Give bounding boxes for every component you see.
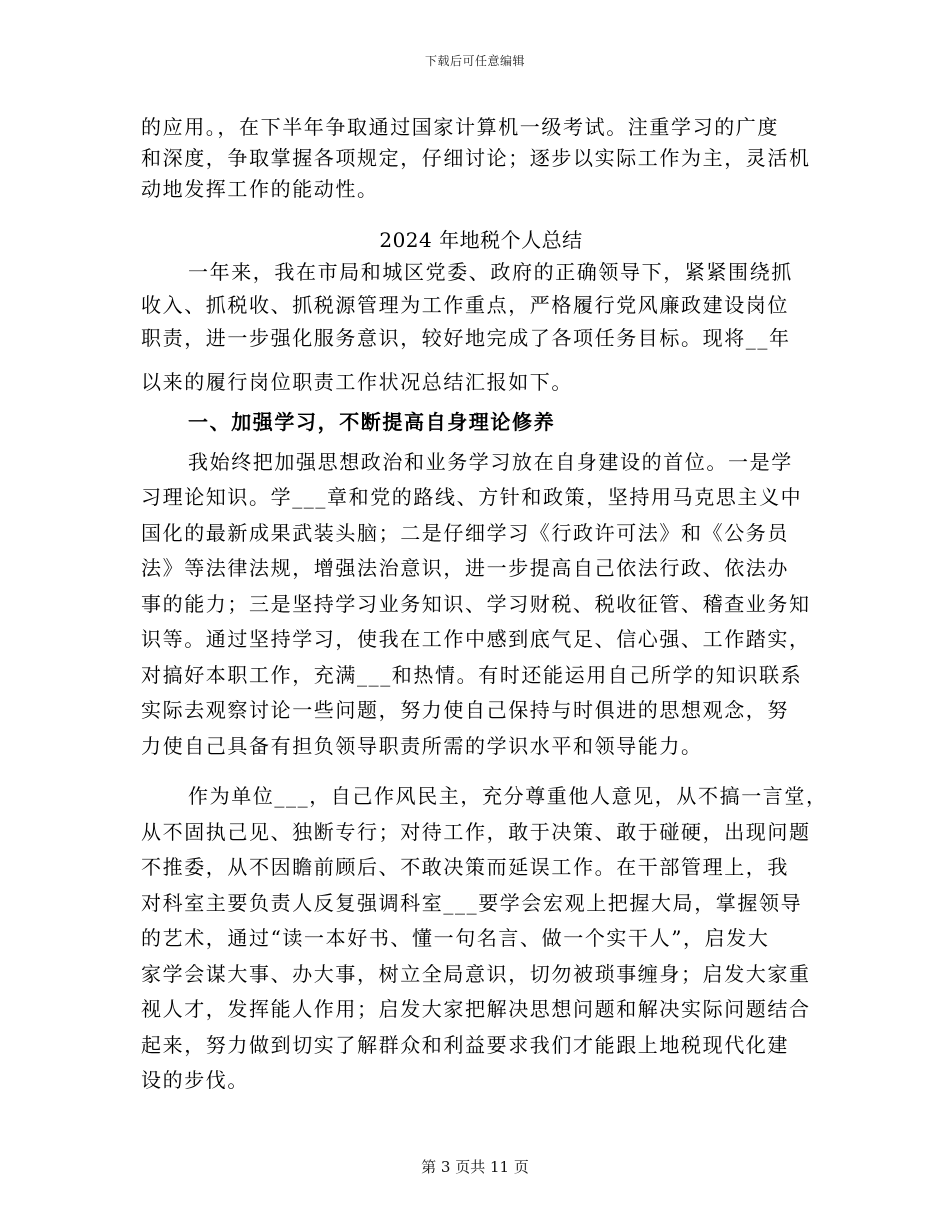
text-line: 以来的履行岗位职责工作状况总结汇报如下。 [141, 370, 573, 394]
text-line: 识等。通过坚持学习，使我在工作中感到底气足、信心强、工作踏实， [141, 627, 811, 651]
text-line: 的应用。，在下半年争取通过国家计算机一级考试。注重学习的广度 [141, 115, 779, 139]
page-header: 下载后可任意编辑 [424, 54, 525, 68]
text-line: 动地发挥工作的能动性。 [141, 177, 379, 201]
text-line: 视人才，发挥能人作用；启发大家把解决思想问题和解决实际问题结合 [141, 997, 811, 1021]
text-line: 法》等法律法规，增强法治意识，进一步提高自己依法行政、依法办 [141, 556, 789, 580]
text-line: 职责，进一步强化服务意识，较好地完成了各项任务目标。现将__年 [141, 326, 791, 350]
text-line: 习理论知识。学___章和党的路线、方针和政策，坚持用马克思主义中 [141, 485, 803, 509]
text-line: 收入、抓税收、抓税源管理为工作重点，严格履行党风廉政建设岗位 [141, 293, 789, 317]
text-line: 的艺术，通过“读一本好书、懂一句名言、做一个实干人”，启发大 [141, 926, 770, 950]
text-line: 设的步伐。 [141, 1068, 249, 1092]
text-line: 一年来，我在市局和城区党委、政府的正确领导下，紧紧围绕抓 [188, 260, 793, 284]
page-footer: 第 3 页共 11 页 [421, 1158, 529, 1176]
text-line: 我始终把加强思想政治和业务学习放在自身建设的首位。一是学 [188, 450, 793, 474]
document-title: 2024 年地税个人总结 [379, 228, 583, 252]
text-line: 对科室主要负责人反复强调科室___要学会宏观上把握大局，掌握领导 [141, 891, 803, 915]
text-line: 力使自己具备有担负领导职责所需的学识水平和领导能力。 [141, 734, 703, 758]
text-line: 和深度，争取掌握各项规定，仔细讨论；逐步以实际工作为主，灵活机 [141, 146, 811, 170]
text-line: 从不固执己见、独断专行；对待工作，敢于决策、敢于碰硬，出现问题 [141, 820, 811, 844]
text-line: 家学会谋大事、办大事，树立全局意识，切勿被琐事缠身；启发大家重 [141, 962, 811, 986]
text-line: 事的能力；三是坚持学习业务知识、学习财税、税收征管、稽查业务知 [141, 592, 811, 616]
text-line: 对搞好本职工作，充满___和热情。有时还能运用自己所学的知识联系 [141, 663, 803, 687]
section-heading: 一、加强学习，不断提高自身理论修养 [188, 410, 556, 434]
text-line: 作为单位___，自己作风民主，充分尊重他人意见，从不搞一言堂， [188, 784, 828, 808]
text-line: 国化的最新成果武装头脑；二是仔细学习《行政许可法》和《公务员 [141, 521, 789, 545]
text-line: 不推委，从不因瞻前顾后、不敢决策而延误工作。在干部管理上，我 [141, 855, 789, 879]
text-line: 实际去观察讨论一些问题，努力使自己保持与时俱进的思想观念，努 [141, 698, 789, 722]
text-line: 起来，努力做到切实了解群众和利益要求我们才能跟上地税现代化建 [141, 1033, 789, 1057]
